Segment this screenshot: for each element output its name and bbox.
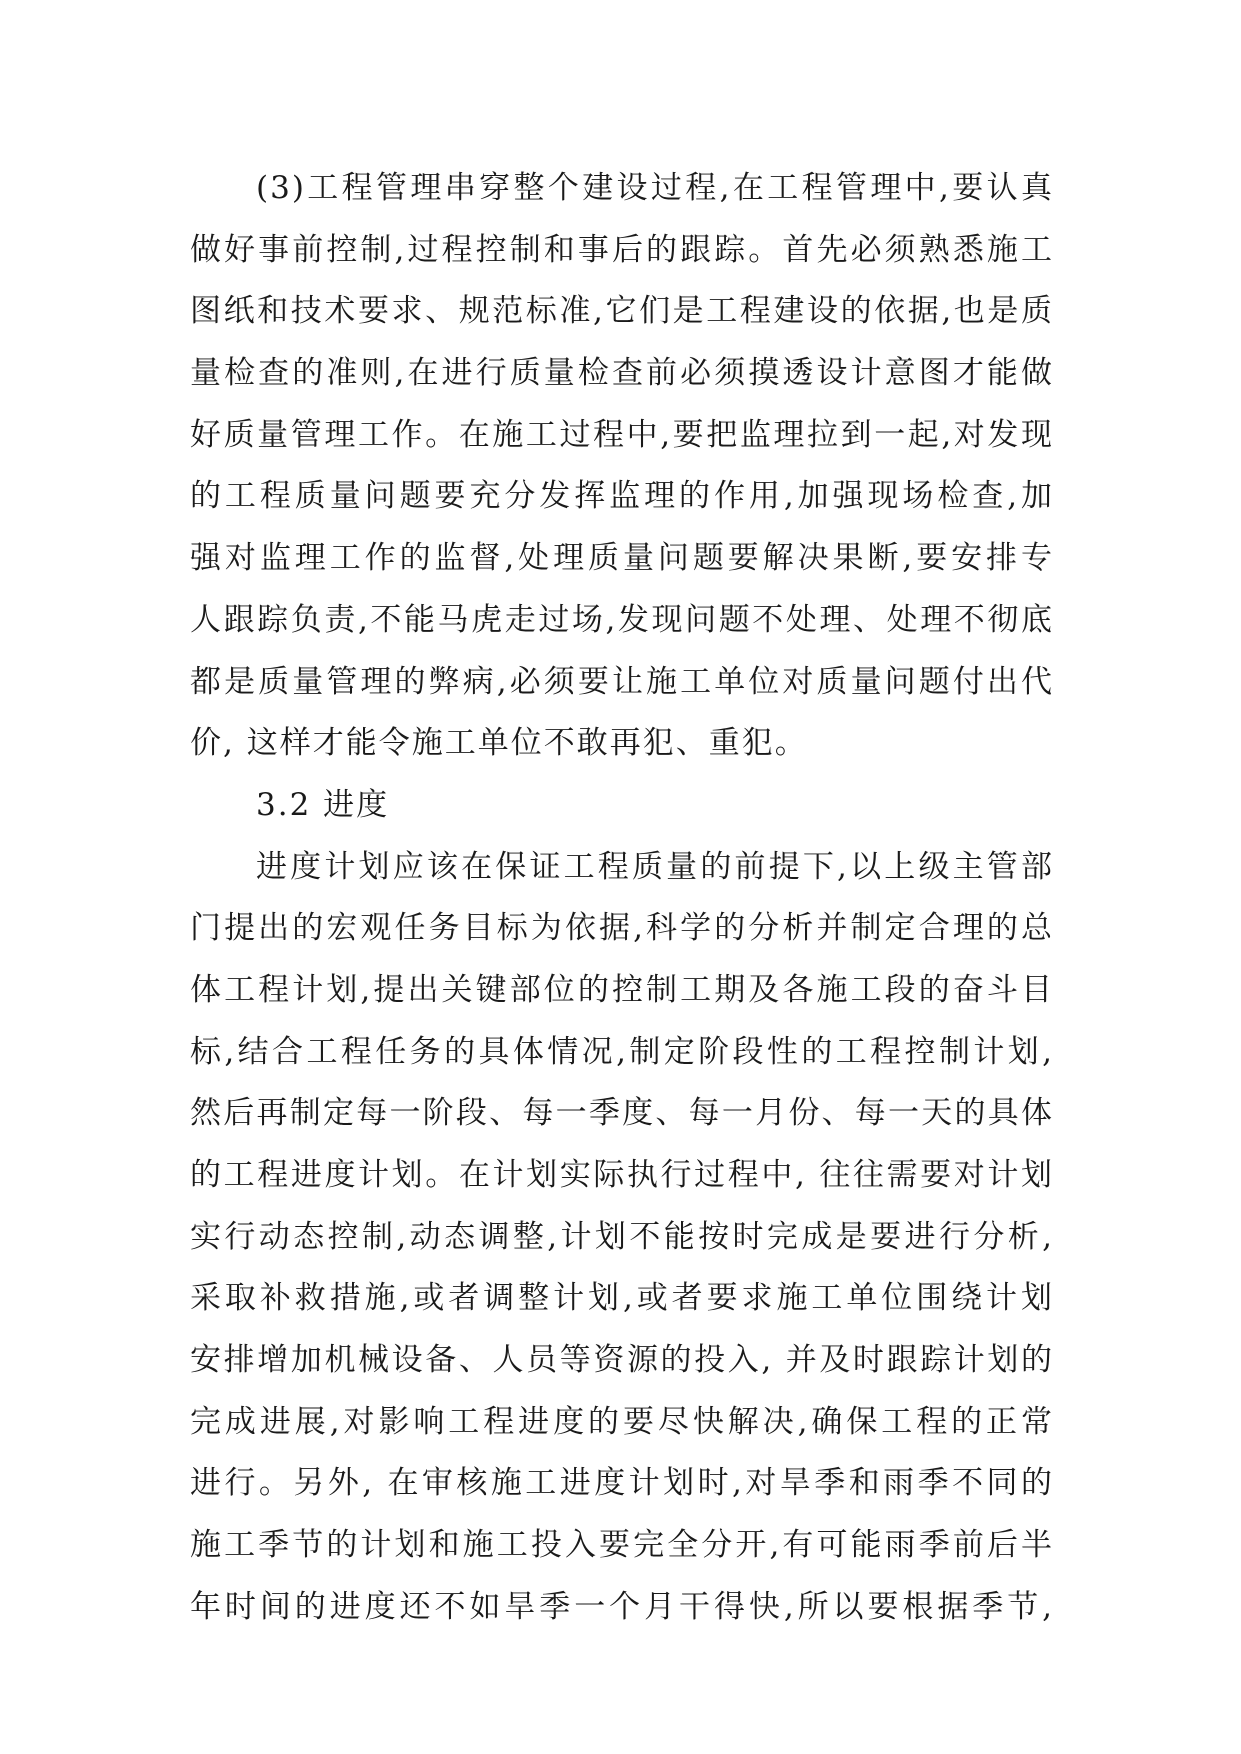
text-line: 进度计划应该在保证工程质量的前提下,以上级主管部 (256, 848, 1054, 885)
text-line: 标,结合工程任务的具体情况,制定阶段性的工程控制计划, (190, 1033, 1054, 1070)
text-line: 年时间的进度还不如旱季一个月干得快,所以要根据季节, (190, 1588, 1054, 1625)
text-line: 施工季节的计划和施工投入要完全分开,有可能雨季前后半 (190, 1527, 1054, 1564)
text-line: 好质量管理工作。在施工过程中,要把监理拉到一起,对发现 (190, 416, 1054, 453)
text-line: 完成进展,对影响工程进度的要尽快解决,确保工程的正常 (190, 1403, 1054, 1440)
text-line: 门提出的宏观任务目标为依据,科学的分析并制定合理的总 (190, 910, 1054, 947)
section-heading: 3.2 进度 (256, 786, 390, 823)
paragraph-schedule (190, 837, 1054, 1639)
document-body (190, 158, 1054, 1639)
text-line: 然后再制定每一阶段、每一季度、每一月份、每一天的具体 (190, 1095, 1054, 1132)
text-line: 安排增加机械设备、人员等资源的投入, 并及时跟踪计划的 (190, 1342, 1054, 1379)
text-line: 实行动态控制,动态调整,计划不能按时完成是要进行分析, (190, 1218, 1054, 1255)
paragraph-quality-management (190, 158, 1054, 775)
text-line: 的工程质量问题要充分发挥监理的作用,加强现场检查,加 (190, 478, 1054, 515)
text-line: 的工程进度计划。在计划实际执行过程中, 往往需要对计划 (190, 1157, 1054, 1193)
text-line: 进行。另外, 在审核施工进度计划时,对旱季和雨季不同的 (190, 1465, 1054, 1502)
text-line: 价, 这样才能令施工单位不敢再犯、重犯。 (190, 725, 808, 762)
text-line: 采取补救措施,或者调整计划,或者要求施工单位围绕计划 (190, 1280, 1054, 1317)
text-line: (3)工程管理串穿整个建设过程,在工程管理中,要认真 (256, 170, 1054, 206)
text-line: 图纸和技术要求、规范标准,它们是工程建设的依据,也是质 (190, 293, 1054, 330)
text-line: 强对监理工作的监督,处理质量问题要解决果断,要安排专 (190, 540, 1054, 577)
text-line: 量检查的准则,在进行质量检查前必须摸透设计意图才能做 (190, 355, 1054, 392)
text-line: 人跟踪负责,不能马虎走过场,发现问题不处理、处理不彻底 (190, 601, 1054, 638)
text-line: 都是质量管理的弊病,必须要让施工单位对质量问题付出代 (190, 663, 1054, 700)
text-line: 做好事前控制,过程控制和事后的跟踪。首先必须熟悉施工 (190, 231, 1054, 268)
text-line: 体工程计划,提出关键部位的控制工期及各施工段的奋斗目 (190, 971, 1054, 1008)
